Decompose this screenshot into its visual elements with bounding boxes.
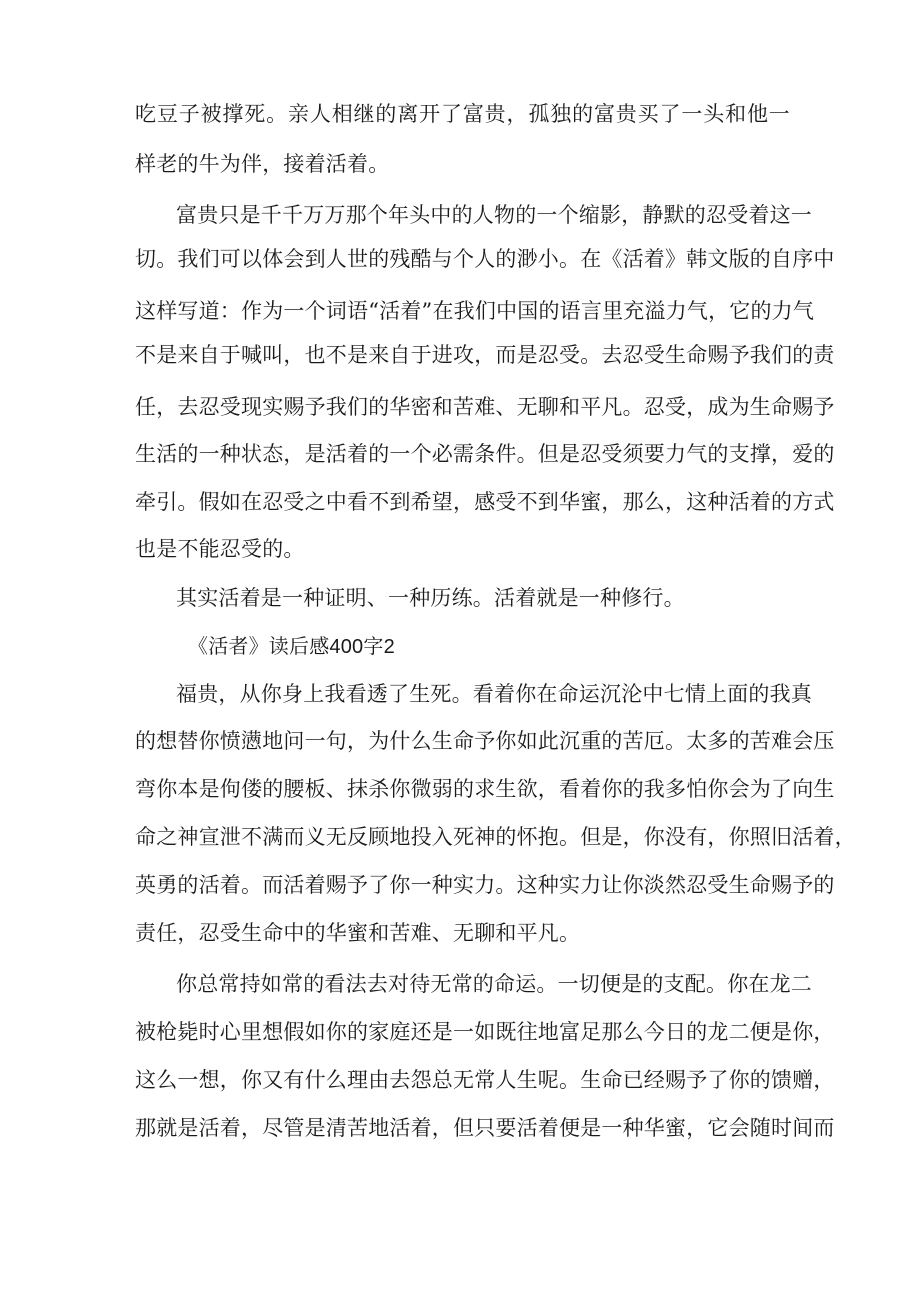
paragraph-first-line: 富贵只是千千万万那个年头中的人物的一个缩影，静默的忍受着这一 (176, 203, 812, 227)
text-line: 被枪毙时心里想假如你的家庭还是一如既往地富足那么今日的龙二便是你， (135, 1020, 835, 1044)
text-line: 的想替你愤懑地问一句，为什么生命予你如此沉重的苦厄。太多的苦难会压 (135, 729, 835, 753)
text-line: 牵引。假如在忍受之中看不到希望，感受不到华蜜，那么，这种活着的方式 (135, 490, 835, 514)
text-line: 切。我们可以体会到人世的残酷与个人的渺小。在《活着》韩文版的自序中 (135, 247, 835, 271)
text-line: 生活的一种状态，是活着的一个必需条件。但是忍受须要力气的支撑，爱的 (135, 442, 835, 466)
text-line: 这么一想，你又有什么理由去怨总无常人生呢。生命已经赐予了你的馈赠， (135, 1068, 835, 1092)
text-line: 也是不能忍受的。 (135, 537, 305, 561)
text-line: 这样写道：作为一个词语“活着”在我们中国的语言里充溢力气，它的力气 (135, 299, 815, 323)
text-line: 责任，忍受生命中的华蜜和苦难、无聊和平凡。 (135, 921, 581, 945)
text-line: 吃豆子被撑死。亲人相继的离开了富贵，孤独的富贵买了一头和他一 (135, 102, 790, 126)
paragraph-first-line: 福贵，从你身上我看透了生死。看着你在命运沉沦中七情上面的我真 (176, 682, 812, 706)
paragraph-first-line: 你总常持如常的看法去对待无常的命运。一切便是的支配。你在龙二 (176, 972, 812, 996)
section-heading: 《活者》读后感400字2 (188, 636, 395, 658)
text-line: 那就是活着，尽管是清苦地活着，但只要活着便是一种华蜜，它会随时间而 (135, 1116, 835, 1140)
text-line: 命之神宣泄不满而义无反顾地投入死神的怀抱。但是，你没有，你照旧活着， (135, 825, 856, 849)
text-line: 英勇的活着。而活着赐予了你一种实力。这种实力让你淡然忍受生命赐予的 (135, 873, 835, 897)
text-line: 不是来自于喊叫，也不是来自于进攻，而是忍受。去忍受生命赐予我们的责 (135, 343, 835, 367)
text-line: 任，去忍受现实赐予我们的华密和苦难、无聊和平凡。忍受，成为生命赐予 (135, 395, 835, 419)
paragraph-first-line: 其实活着是一种证明、一种历练。活着就是一种修行。 (176, 586, 685, 610)
text-line: 样老的牛为伴，接着活着。 (135, 152, 390, 176)
text-line: 弯你本是佝偻的腰板、抹杀你微弱的求生欲，看着你的我多怕你会为了向生 (135, 777, 835, 801)
